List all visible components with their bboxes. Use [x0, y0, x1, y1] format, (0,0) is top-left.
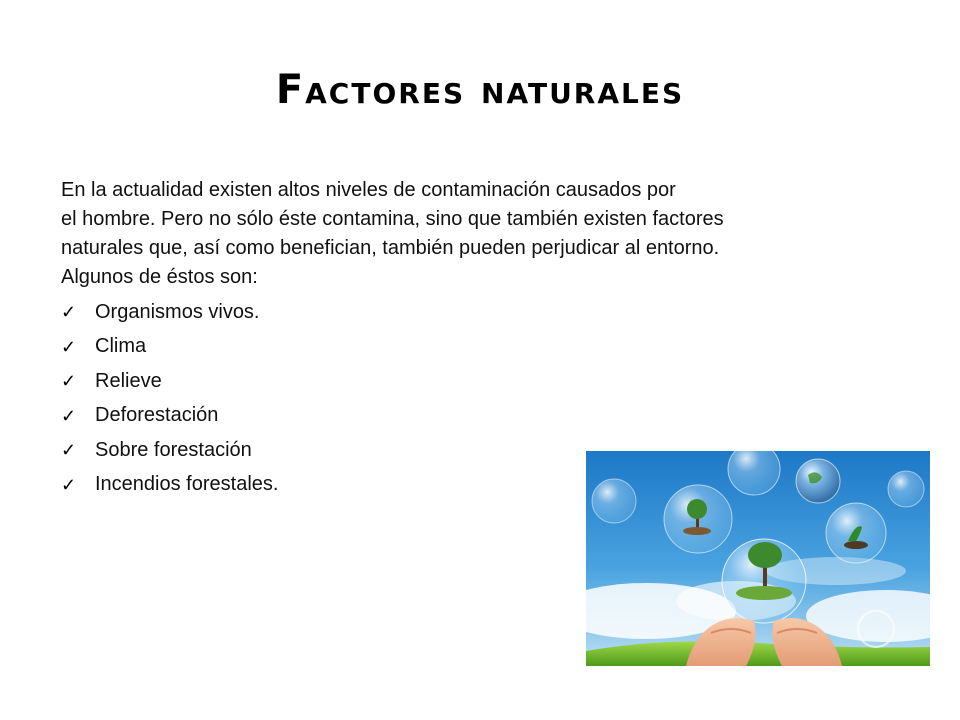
checkmark-icon: ✓ — [61, 302, 77, 323]
list-item-label: Organismos vivos. — [95, 300, 260, 323]
intro-paragraph — [61, 176, 841, 292]
checkmark-icon: ✓ — [61, 371, 77, 392]
factor-list — [61, 295, 278, 502]
checkmark-icon: ✓ — [61, 336, 77, 357]
list-item-label: Relieve — [95, 369, 162, 392]
list-item — [61, 433, 278, 468]
slide-title: Factores naturales — [275, 67, 685, 113]
list-item-label: Incendios forestales. — [95, 473, 279, 496]
list-item — [61, 468, 278, 503]
list-item — [61, 399, 278, 434]
hands-holding-earth-bubbles-image — [586, 451, 930, 666]
intro-line: Algunos de éstos son: — [61, 266, 258, 288]
list-item-label: Deforestación — [95, 404, 219, 427]
intro-line: naturales que, así como benefician, también pueden perjudicar al entorno. — [61, 237, 720, 259]
intro-line: En la actualidad existen altos niveles de contaminación causados por — [61, 179, 676, 201]
list-item-label: Clima — [95, 335, 147, 358]
checkmark-icon: ✓ — [61, 440, 77, 461]
list-item — [61, 330, 278, 365]
list-item-label: Sobre forestación — [95, 438, 252, 461]
list-item — [61, 364, 278, 399]
list-item — [61, 295, 278, 330]
checkmark-icon: ✓ — [61, 474, 77, 495]
checkmark-icon: ✓ — [61, 405, 77, 426]
intro-line: el hombre. Pero no sólo éste contamina, sino que también existen factores — [61, 208, 724, 230]
